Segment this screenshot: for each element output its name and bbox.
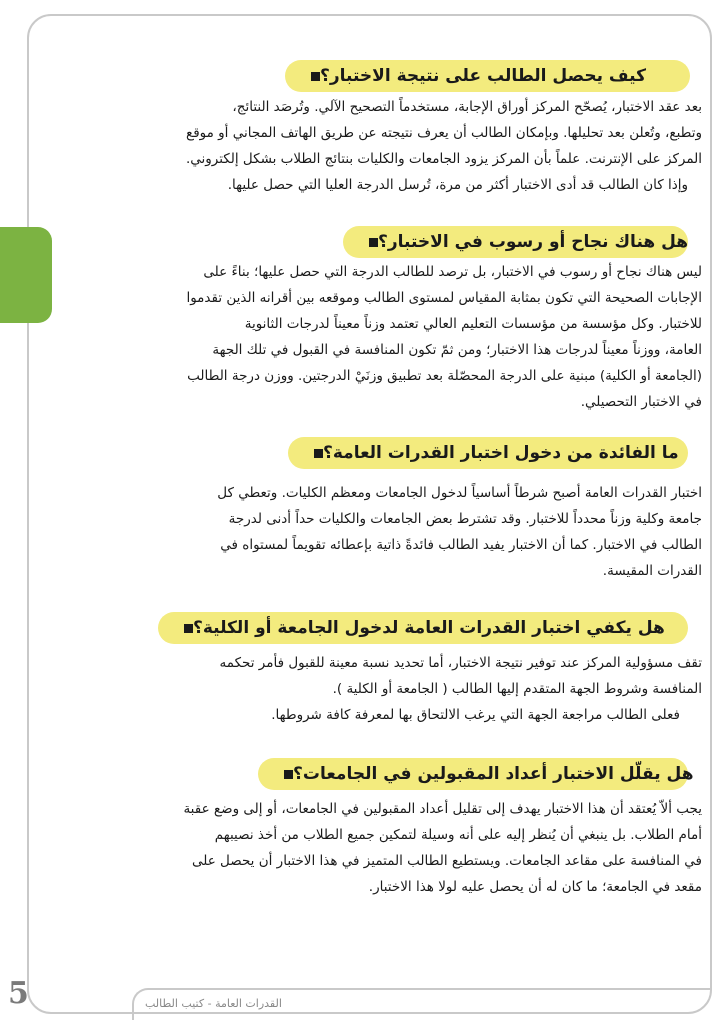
footer-book-title: القدرات العامة - كتيب الطالب [145, 997, 282, 1010]
paragraph-line: جامعة وكلية وزناً محدداً للاختبار. وقد تشترط بعض الجامعات والكليات حداً أدنى لدرجة [228, 511, 702, 527]
section-paragraph [64, 796, 702, 900]
paragraph-line: بعد عقد الاختبار، يُصحّح المركز أوراق الإجابة، مستخدماً التصحيح الآلي. وتُرصَد النتائج، [232, 99, 702, 115]
section-question: هل هناك نجاح أو رسوب في الاختبار؟ [378, 232, 689, 252]
paragraph-line: وإذا كان الطالب قد أدى الاختبار أكثر من مرة، تُرسل الدرجة العليا التي حصل عليها. [227, 177, 688, 193]
section-question: هل يقلّل الاختبار أعداد المقبولين في الجامعات؟ [293, 764, 694, 784]
paragraph-line: أمام الطلاب. بل ينبغي أن يُنظر إليه على أنه وسيلة لتمكين جميع الطلاب من أخذ نصيبهم [214, 827, 702, 843]
paragraph-line: اختبار القدرات العامة أصبح شرطاً أساسياً لدخول الجامعات ومعظم الكليات. وتعطي كل [217, 485, 702, 501]
square-bullet-icon [311, 72, 320, 81]
paragraph-line: الإجابات الصحيحة التي تكون بمثابة المقياس لمستوى الطالب وموقعه بين أقرانه الذين تقدموا [186, 290, 702, 306]
square-bullet-icon [184, 624, 193, 633]
section-paragraph [64, 94, 702, 198]
square-bullet-icon [284, 770, 293, 779]
paragraph-line: المركز على الإنترنت. علماً بأن المركز يزود الجامعات والكليات بنتائج الطلاب بشكل إلكتروني. [185, 151, 702, 167]
paragraph-line: يجب ألاّ يُعتقد أن هذا الاختبار يهدف إلى تقليل أعداد المقبولين في الجامعات، أو إلى وضع عقبة [183, 801, 702, 817]
section-question: هل يكفي اختبار القدرات العامة لدخول الجامعة أو الكلية؟ [193, 618, 665, 638]
page-number: 5 [8, 976, 29, 1011]
section-paragraph [64, 259, 702, 415]
square-bullet-icon [369, 238, 378, 247]
chapter-tab [0, 227, 52, 323]
paragraph-line: للاختبار. وكل مؤسسة من مؤسسات التعليم العالي تعتمد وزناً معيناً لدرجات الثانوية [244, 316, 702, 332]
section-heading [258, 758, 694, 790]
section-question: ما الفائدة من دخول اختبار القدرات العامة؟ [323, 443, 679, 463]
paragraph-line: في الاختبار التحصيلي. [580, 394, 702, 410]
paragraph-line: العامة، ووزناً معيناً لدرجات هذا الاختبار؛ ومن ثمّ تكون المنافسة في القبول في تلك الجهة [212, 342, 702, 358]
section-heading [343, 226, 688, 258]
paragraph-line: ليس هناك نجاح أو رسوب في الاختبار، بل ترصد للطالب الدرجة التي حصل عليها؛ بناءً على [203, 264, 702, 280]
paragraph-line: فعلى الطالب مراجعة الجهة التي يرغب الالتحاق بها لمعرفة كافة شروطها. [271, 707, 680, 723]
paragraph-line: (الجامعة أو الكلية) مبنية على الدرجة المحصّلة بعد تطبيق وزنَيْ الدرجتين. ووزن درجة الطالب [187, 368, 702, 384]
section-heading [158, 612, 688, 644]
paragraph-line: القدرات المقيسة. [602, 563, 702, 579]
paragraph-line: مقعد في الجامعة؛ ما كان له أن يحصل عليه لولا هذا الاختبار. [368, 879, 702, 895]
paragraph-line: المنافسة وشروط الجهة المتقدم إليها الطالب ( الجامعة أو الكلية ). [332, 681, 702, 697]
paragraph-line: في المنافسة على مقاعد الجامعات. ويستطيع الطالب المتميز في هذا الاختبار أن يحصل على [191, 853, 702, 869]
section-paragraph [64, 480, 702, 584]
paragraph-line: تقف مسؤولية المركز عند توفير نتيجة الاختبار، أما تحديد نسبة معينة للقبول فأمر تحكمه [219, 655, 702, 671]
square-bullet-icon [314, 449, 323, 458]
paragraph-line: الطالب في الاختبار. كما أن الاختبار يفيد الطالب فائدةً ذاتية بإعطائه تقويماً لمستواه في [220, 537, 702, 553]
section-question: كيف يحصل الطالب على نتيجة الاختبار؟ [320, 66, 646, 86]
section-heading [288, 437, 688, 469]
section-paragraph [64, 650, 702, 728]
section-heading [285, 60, 690, 92]
paragraph-line: وتطبع، وتُعلن بعد تحليلها. وبإمكان الطالب أن يعرف نتيجته عن طريق الهاتف المجاني أو موقع [186, 125, 702, 141]
